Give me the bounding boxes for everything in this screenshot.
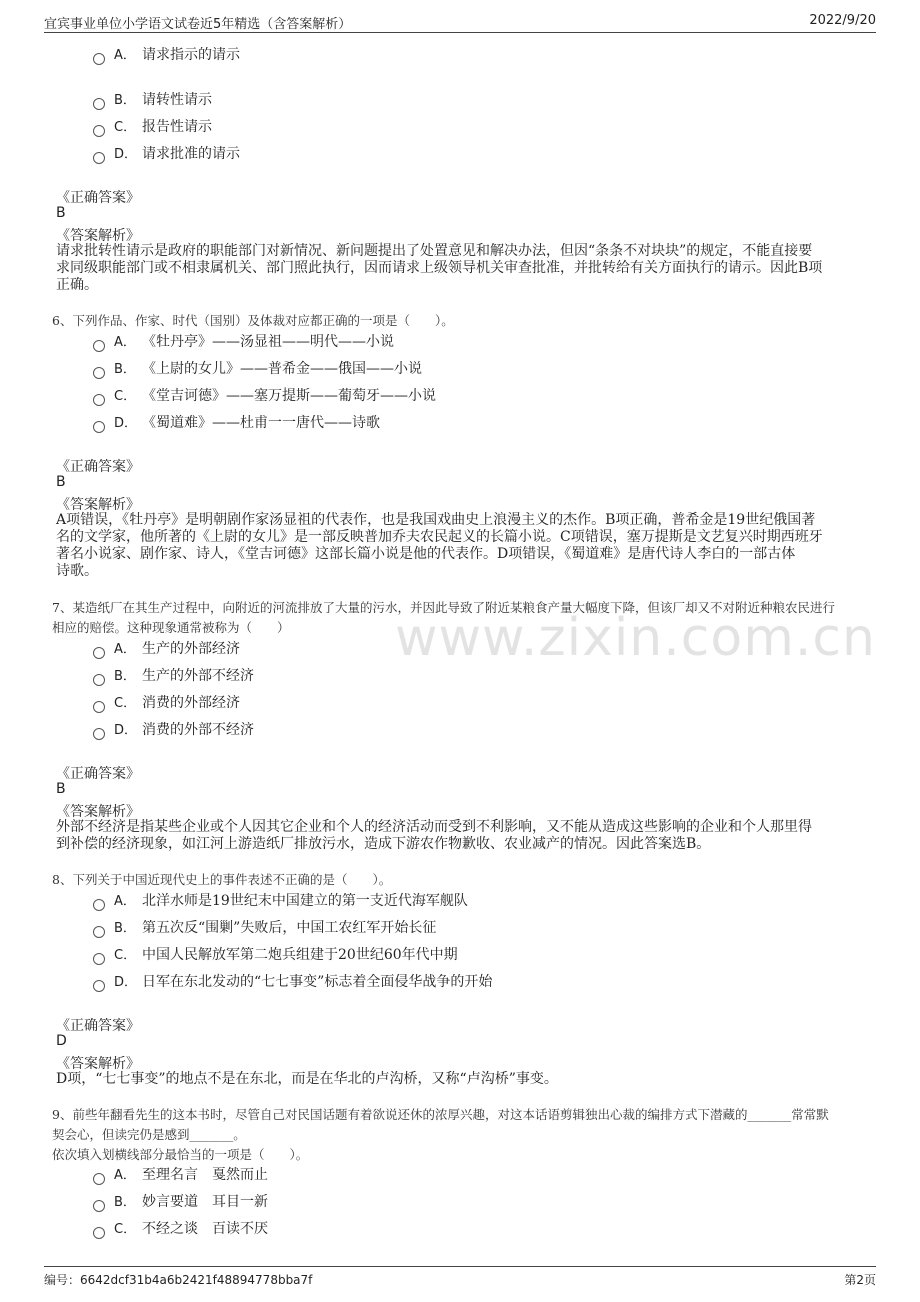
q6-answer: B [56, 474, 66, 490]
radio-icon[interactable] [93, 980, 105, 992]
radio-icon[interactable] [93, 647, 105, 659]
q8-option-c[interactable]: C． 中国人民解放军第二炮兵组建于20世纪60年代中期 [93, 944, 458, 966]
radio-icon[interactable] [93, 1227, 105, 1239]
q8-option-d[interactable]: D． 日军在东北发动的“七七事变”标志着全面侵华战争的开始 [93, 971, 492, 993]
q9-option-c[interactable]: C． 不经之谈 百读不厌 [93, 1218, 268, 1240]
q7-option-d[interactable]: D． 消费的外部不经济 [93, 719, 254, 741]
radio-icon[interactable] [93, 367, 105, 379]
radio-icon[interactable] [93, 728, 105, 740]
q5-analysis-label: 《答案解析》 [56, 228, 140, 244]
radio-icon[interactable] [93, 899, 105, 911]
q8-correct-label: 《正确答案》 [56, 1018, 140, 1034]
radio-icon[interactable] [93, 98, 105, 110]
page-header [44, 12, 876, 33]
radio-icon[interactable] [93, 1173, 105, 1185]
q6-option-b[interactable]: B． 《上尉的女儿》——普希金——俄国——小说 [93, 358, 422, 380]
q9-option-b[interactable]: B． 妙言要道 耳目一新 [93, 1191, 268, 1213]
page-footer [44, 1266, 876, 1287]
q6-option-d[interactable]: D． 《蜀道难》——杜甫一一唐代——诗歌 [93, 412, 380, 434]
q5-option-d[interactable]: D． 请求批准的请示 [93, 143, 240, 165]
q5-option-a[interactable]: A． 请求指示的请示 [93, 44, 240, 66]
q7-correct-label: 《正确答案》 [56, 766, 140, 782]
q6-analysis-label: 《答案解析》 [56, 497, 140, 513]
q7-analysis-label: 《答案解析》 [56, 804, 140, 820]
q9-option-a[interactable]: A． 至理名言 戛然而止 [93, 1164, 268, 1186]
q6-question: 6、下列作品、作家、时代（国别）及体裁对应都正确的一项是（ ）。 [52, 313, 454, 328]
q8-question: 8、下列关于中国近现代史上的事件表述不正确的是（ ）。 [52, 872, 392, 887]
q9-question: 9、前些年翻看先生的这本书时，尽管自己对民国话题有着欲说还休的浓厚兴趣，对这本话语剪辑独出心裁的编排方式下潜藏的_______常常默 契会心，但读完仍是感到_______。 依次填入划横线部分最恰当的一项是（ ）。 [52, 1107, 829, 1162]
radio-icon[interactable] [93, 394, 105, 406]
q5-correct-label: 《正确答案》 [56, 190, 140, 206]
q8-analysis-label: 《答案解析》 [56, 1056, 140, 1072]
q5-option-b[interactable]: B． 请转性请示 [93, 89, 212, 111]
q8-analysis: D项，“七七事变”的地点不是在东北，而是在华北的卢沟桥，又称“卢沟桥”事变。 [56, 1071, 558, 1087]
q7-answer: B [56, 781, 66, 797]
radio-icon[interactable] [93, 926, 105, 938]
q7-analysis: 外部不经济是指某些企业或个人因其它企业和个人的经济活动而受到不利影响，又不能从造成这些影响的企业和个人那里得 到补偿的经济现象，如江河上游造纸厂排放污水，造成下游农作物歉收、农业减产的情况。因此答案选B。 [56, 819, 812, 852]
watermark: www.zixin.com.cn [395, 608, 876, 668]
q7-question: 7、某造纸厂在其生产过程中，向附近的河流排放了大量的污水，并因此导致了附近某粮食产量大幅度下降，但该厂却又不对附近种粮农民进行 相应的赔偿。这种现象通常被称为（ ） [52, 600, 835, 635]
q7-option-a[interactable]: A． 生产的外部经济 [93, 638, 240, 660]
q5-option-c[interactable]: C． 报告性请示 [93, 116, 212, 138]
q6-option-c[interactable]: C． 《堂吉诃德》——塞万提斯——葡萄牙——小说 [93, 385, 436, 407]
q8-answer: D [56, 1033, 67, 1049]
document-code: 编号：6642dcf31b4a6b2421f48894778bba7f [44, 1273, 313, 1287]
q8-option-b[interactable]: B． 第五次反“围剿”失败后，中国工农红军开始长征 [93, 917, 436, 939]
radio-icon[interactable] [93, 701, 105, 713]
radio-icon[interactable] [93, 953, 105, 965]
q6-analysis: A项错误，《牡丹亭》是明朝剧作家汤显祖的代表作，也是我国戏曲史上浪漫主义的杰作。B项正确，普希金是19世纪俄国著 名的文学家，他所著的《上尉的女儿》是一部反映普加乔夫农民起义的长篇小说。C项错误，塞万提斯是文艺复兴时期西班牙 著名小说家、剧作家、诗人，《堂吉诃德》这部长篇小说是他的代表作。D项错误，《蜀道难》是唐代诗人李白的一部古体 诗歌。 [56, 512, 823, 579]
q6-correct-label: 《正确答案》 [56, 459, 140, 475]
radio-icon[interactable] [93, 125, 105, 137]
q8-option-a[interactable]: A． 北洋水师是19世纪末中国建立的第一支近代海军舰队 [93, 890, 468, 912]
q7-option-c[interactable]: C． 消费的外部经济 [93, 692, 240, 714]
radio-icon[interactable] [93, 53, 105, 65]
q5-analysis: 请求批转性请示是政府的职能部门对新情况、新问题提出了处置意见和解决办法，但因“条条不对块块”的规定，不能直接要 求同级职能部门或不相隶属机关、部门照此执行，因而请求上级领导机关审查批准，并批转给有关方面执行的请示。因此B项 正确。 [56, 243, 823, 293]
radio-icon[interactable] [93, 421, 105, 433]
page-number: 第2页 [844, 1273, 876, 1287]
radio-icon[interactable] [93, 1200, 105, 1212]
document-date: 2022/9/20 [809, 13, 876, 28]
q6-option-a[interactable]: A． 《牡丹亭》——汤显祖——明代——小说 [93, 331, 394, 353]
document-title: 宜宾事业单位小学语文试卷近5年精选（含答案解析） [44, 17, 352, 32]
q7-option-b[interactable]: B． 生产的外部不经济 [93, 665, 254, 687]
q5-answer: B [56, 205, 66, 221]
radio-icon[interactable] [93, 152, 105, 164]
radio-icon[interactable] [93, 674, 105, 686]
radio-icon[interactable] [93, 340, 105, 352]
